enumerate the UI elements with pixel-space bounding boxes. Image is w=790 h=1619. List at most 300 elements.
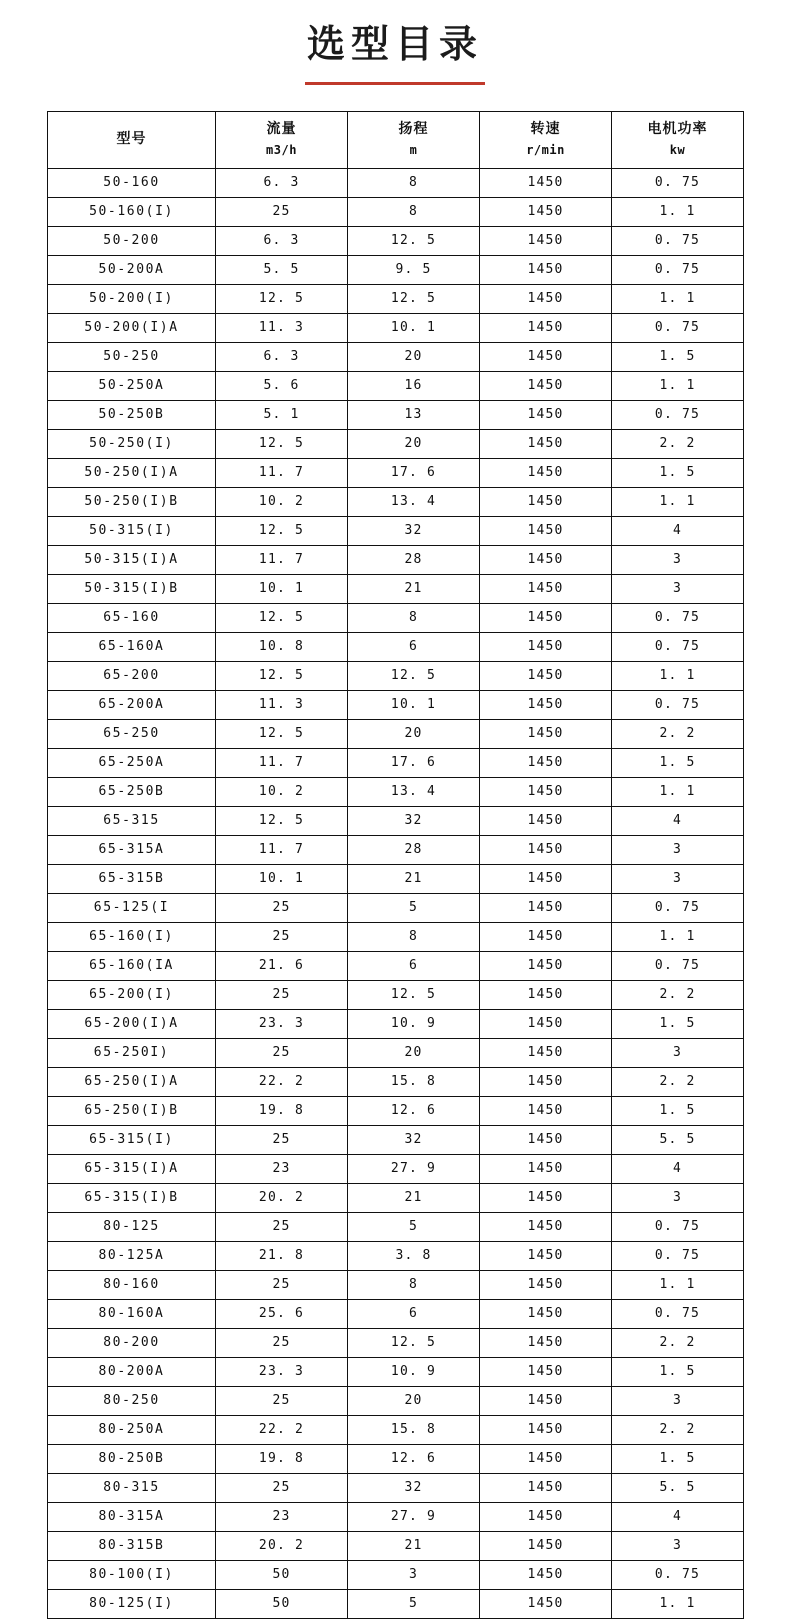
cell-head: 12. 5	[348, 1328, 480, 1357]
table-row	[48, 864, 744, 893]
table-row	[48, 1009, 744, 1038]
specification-table	[47, 111, 744, 1619]
cell-head: 32	[348, 516, 480, 545]
table-row	[48, 1299, 744, 1328]
cell-model: 80-125	[48, 1212, 216, 1241]
cell-power: 0. 75	[612, 168, 744, 197]
cell-head: 8	[348, 168, 480, 197]
cell-head: 20	[348, 719, 480, 748]
cell-flow: 10. 1	[216, 574, 348, 603]
cell-speed: 1450	[480, 574, 612, 603]
cell-speed: 1450	[480, 1241, 612, 1270]
cell-speed: 1450	[480, 226, 612, 255]
cell-head: 12. 5	[348, 284, 480, 313]
cell-head: 20	[348, 1386, 480, 1415]
cell-speed: 1450	[480, 951, 612, 980]
table-row	[48, 1560, 744, 1589]
cell-head: 12. 6	[348, 1444, 480, 1473]
table-row	[48, 1386, 744, 1415]
cell-head: 5	[348, 1212, 480, 1241]
cell-head: 13. 4	[348, 487, 480, 516]
cell-flow: 22. 2	[216, 1415, 348, 1444]
cell-speed: 1450	[480, 371, 612, 400]
cell-power: 4	[612, 1154, 744, 1183]
cell-power: 1. 5	[612, 1096, 744, 1125]
cell-power: 1. 5	[612, 748, 744, 777]
cell-model: 50-250A	[48, 371, 216, 400]
cell-model: 65-160(I)	[48, 922, 216, 951]
cell-model: 80-250	[48, 1386, 216, 1415]
cell-head: 9. 5	[348, 255, 480, 284]
cell-model: 50-315(I)	[48, 516, 216, 545]
cell-model: 65-250B	[48, 777, 216, 806]
cell-model: 65-200(I)	[48, 980, 216, 1009]
table-row	[48, 661, 744, 690]
cell-flow: 21. 8	[216, 1241, 348, 1270]
cell-flow: 25. 6	[216, 1299, 348, 1328]
cell-flow: 50	[216, 1589, 348, 1618]
cell-flow: 23	[216, 1154, 348, 1183]
cell-head: 32	[348, 1473, 480, 1502]
cell-speed: 1450	[480, 400, 612, 429]
cell-model: 80-315A	[48, 1502, 216, 1531]
cell-flow: 5. 5	[216, 255, 348, 284]
table-row	[48, 284, 744, 313]
cell-model: 65-315(I)A	[48, 1154, 216, 1183]
cell-power: 0. 75	[612, 226, 744, 255]
table-row	[48, 342, 744, 371]
cell-head: 12. 5	[348, 980, 480, 1009]
cell-power: 0. 75	[612, 1212, 744, 1241]
table-header-row	[48, 111, 744, 168]
cell-flow: 50	[216, 1560, 348, 1589]
cell-speed: 1450	[480, 980, 612, 1009]
cell-head: 16	[348, 371, 480, 400]
cell-power: 1. 1	[612, 922, 744, 951]
cell-flow: 23	[216, 1502, 348, 1531]
cell-model: 65-315A	[48, 835, 216, 864]
cell-head: 3. 8	[348, 1241, 480, 1270]
cell-model: 80-200	[48, 1328, 216, 1357]
cell-speed: 1450	[480, 1154, 612, 1183]
table-row	[48, 748, 744, 777]
cell-model: 80-250A	[48, 1415, 216, 1444]
cell-speed: 1450	[480, 458, 612, 487]
cell-power: 5. 5	[612, 1125, 744, 1154]
cell-power: 3	[612, 1183, 744, 1212]
cell-power: 0. 75	[612, 951, 744, 980]
cell-speed: 1450	[480, 1067, 612, 1096]
cell-model: 80-125A	[48, 1241, 216, 1270]
cell-flow: 11. 3	[216, 690, 348, 719]
table-row	[48, 719, 744, 748]
cell-model: 50-315(I)A	[48, 545, 216, 574]
table-row	[48, 922, 744, 951]
table-row	[48, 1531, 744, 1560]
cell-head: 5	[348, 893, 480, 922]
page-title: 选型目录	[306, 22, 483, 66]
cell-model: 80-250B	[48, 1444, 216, 1473]
cell-head: 8	[348, 197, 480, 226]
table-row	[48, 458, 744, 487]
column-header-model	[48, 111, 216, 168]
cell-speed: 1450	[480, 1096, 612, 1125]
cell-flow: 25	[216, 980, 348, 1009]
cell-model: 80-200A	[48, 1357, 216, 1386]
cell-flow: 25	[216, 1328, 348, 1357]
cell-flow: 23. 3	[216, 1009, 348, 1038]
table-row	[48, 1183, 744, 1212]
cell-model: 65-250A	[48, 748, 216, 777]
cell-head: 17. 6	[348, 458, 480, 487]
cell-flow: 25	[216, 1386, 348, 1415]
cell-power: 0. 75	[612, 690, 744, 719]
cell-power: 1. 5	[612, 1357, 744, 1386]
cell-head: 10. 1	[348, 690, 480, 719]
cell-power: 0. 75	[612, 893, 744, 922]
cell-model: 65-250I)	[48, 1038, 216, 1067]
cell-speed: 1450	[480, 487, 612, 516]
cell-flow: 20. 2	[216, 1531, 348, 1560]
cell-flow: 19. 8	[216, 1096, 348, 1125]
cell-flow: 12. 5	[216, 284, 348, 313]
column-header-flow-unit: m3/h	[266, 143, 297, 158]
cell-speed: 1450	[480, 661, 612, 690]
table-row	[48, 893, 744, 922]
cell-flow: 25	[216, 1473, 348, 1502]
table-row	[48, 980, 744, 1009]
cell-model: 65-315	[48, 806, 216, 835]
table-row	[48, 951, 744, 980]
cell-flow: 11. 3	[216, 313, 348, 342]
cell-flow: 10. 8	[216, 632, 348, 661]
cell-head: 8	[348, 922, 480, 951]
cell-model: 50-250(I)A	[48, 458, 216, 487]
cell-flow: 20. 2	[216, 1183, 348, 1212]
cell-head: 10. 1	[348, 313, 480, 342]
table-row	[48, 1270, 744, 1299]
table-row	[48, 400, 744, 429]
cell-head: 12. 5	[348, 661, 480, 690]
cell-head: 5	[348, 1589, 480, 1618]
column-header-head-label: 扬程	[398, 121, 429, 138]
cell-head: 3	[348, 1560, 480, 1589]
cell-speed: 1450	[480, 1589, 612, 1618]
cell-power: 4	[612, 806, 744, 835]
cell-power: 3	[612, 1386, 744, 1415]
cell-flow: 25	[216, 893, 348, 922]
cell-flow: 5. 1	[216, 400, 348, 429]
cell-model: 65-160	[48, 603, 216, 632]
cell-speed: 1450	[480, 1357, 612, 1386]
cell-power: 1. 1	[612, 1589, 744, 1618]
table-row	[48, 1241, 744, 1270]
cell-power: 1. 1	[612, 661, 744, 690]
cell-model: 50-200(I)	[48, 284, 216, 313]
cell-head: 27. 9	[348, 1502, 480, 1531]
table-row	[48, 1589, 744, 1618]
cell-power: 0. 75	[612, 603, 744, 632]
cell-head: 21	[348, 1531, 480, 1560]
column-header-head	[348, 111, 480, 168]
cell-speed: 1450	[480, 690, 612, 719]
cell-speed: 1450	[480, 429, 612, 458]
table-row	[48, 690, 744, 719]
cell-flow: 25	[216, 1038, 348, 1067]
table-row	[48, 1096, 744, 1125]
cell-power: 1. 1	[612, 197, 744, 226]
cell-speed: 1450	[480, 1328, 612, 1357]
table-row	[48, 1125, 744, 1154]
cell-model: 50-200	[48, 226, 216, 255]
cell-head: 10. 9	[348, 1357, 480, 1386]
cell-flow: 12. 5	[216, 429, 348, 458]
cell-power: 0. 75	[612, 313, 744, 342]
table-row	[48, 632, 744, 661]
column-header-speed-unit: r/min	[526, 143, 565, 158]
cell-power: 2. 2	[612, 429, 744, 458]
cell-speed: 1450	[480, 777, 612, 806]
cell-head: 15. 8	[348, 1067, 480, 1096]
cell-model: 80-125(I)	[48, 1589, 216, 1618]
cell-speed: 1450	[480, 922, 612, 951]
cell-model: 80-315B	[48, 1531, 216, 1560]
table-row	[48, 1154, 744, 1183]
cell-head: 21	[348, 574, 480, 603]
cell-model: 65-250(I)A	[48, 1067, 216, 1096]
cell-flow: 23. 3	[216, 1357, 348, 1386]
cell-model: 50-250	[48, 342, 216, 371]
cell-speed: 1450	[480, 1038, 612, 1067]
cell-flow: 6. 3	[216, 168, 348, 197]
cell-head: 20	[348, 1038, 480, 1067]
cell-flow: 12. 5	[216, 603, 348, 632]
table-row	[48, 574, 744, 603]
cell-head: 32	[348, 1125, 480, 1154]
table-row	[48, 1212, 744, 1241]
cell-speed: 1450	[480, 1473, 612, 1502]
cell-flow: 11. 7	[216, 835, 348, 864]
table-container	[0, 93, 790, 1619]
cell-power: 0. 75	[612, 255, 744, 284]
cell-head: 17. 6	[348, 748, 480, 777]
cell-model: 65-315(I)	[48, 1125, 216, 1154]
table-row	[48, 1444, 744, 1473]
cell-model: 50-200A	[48, 255, 216, 284]
cell-power: 3	[612, 1038, 744, 1067]
cell-head: 27. 9	[348, 1154, 480, 1183]
cell-flow: 10. 1	[216, 864, 348, 893]
column-header-speed	[480, 111, 612, 168]
cell-head: 32	[348, 806, 480, 835]
cell-model: 50-200(I)A	[48, 313, 216, 342]
cell-speed: 1450	[480, 1531, 612, 1560]
cell-power: 0. 75	[612, 1299, 744, 1328]
table-row	[48, 371, 744, 400]
cell-head: 12. 6	[348, 1096, 480, 1125]
cell-flow: 25	[216, 1125, 348, 1154]
cell-power: 0. 75	[612, 1241, 744, 1270]
cell-power: 1. 5	[612, 1444, 744, 1473]
cell-head: 20	[348, 342, 480, 371]
cell-flow: 25	[216, 197, 348, 226]
cell-flow: 6. 3	[216, 342, 348, 371]
cell-flow: 10. 2	[216, 487, 348, 516]
column-header-flow-label: 流量	[266, 121, 297, 138]
cell-speed: 1450	[480, 1125, 612, 1154]
cell-head: 21	[348, 1183, 480, 1212]
cell-flow: 12. 5	[216, 719, 348, 748]
cell-flow: 22. 2	[216, 1067, 348, 1096]
cell-speed: 1450	[480, 342, 612, 371]
cell-flow: 12. 5	[216, 516, 348, 545]
cell-power: 1. 1	[612, 1270, 744, 1299]
cell-flow: 12. 5	[216, 806, 348, 835]
cell-speed: 1450	[480, 313, 612, 342]
cell-flow: 11. 7	[216, 748, 348, 777]
cell-power: 1. 1	[612, 777, 744, 806]
cell-flow: 21. 6	[216, 951, 348, 980]
title-underline	[305, 82, 485, 85]
cell-model: 65-250	[48, 719, 216, 748]
cell-speed: 1450	[480, 197, 612, 226]
cell-flow: 25	[216, 922, 348, 951]
cell-flow: 11. 7	[216, 458, 348, 487]
table-row	[48, 545, 744, 574]
cell-power: 3	[612, 545, 744, 574]
cell-flow: 6. 3	[216, 226, 348, 255]
column-header-flow	[216, 111, 348, 168]
cell-model: 65-200	[48, 661, 216, 690]
table-row	[48, 1473, 744, 1502]
cell-speed: 1450	[480, 545, 612, 574]
cell-speed: 1450	[480, 1444, 612, 1473]
cell-power: 1. 1	[612, 487, 744, 516]
cell-model: 65-315(I)B	[48, 1183, 216, 1212]
cell-power: 0. 75	[612, 400, 744, 429]
cell-speed: 1450	[480, 603, 612, 632]
cell-model: 80-160A	[48, 1299, 216, 1328]
table-row	[48, 429, 744, 458]
table-row	[48, 603, 744, 632]
table-row	[48, 1415, 744, 1444]
table-row	[48, 516, 744, 545]
table-row	[48, 197, 744, 226]
cell-model: 65-200(I)A	[48, 1009, 216, 1038]
cell-speed: 1450	[480, 632, 612, 661]
cell-model: 50-250(I)	[48, 429, 216, 458]
table-row	[48, 835, 744, 864]
cell-power: 4	[612, 516, 744, 545]
cell-head: 13. 4	[348, 777, 480, 806]
cell-head: 6	[348, 632, 480, 661]
cell-model: 50-160	[48, 168, 216, 197]
cell-speed: 1450	[480, 806, 612, 835]
page-header	[0, 0, 790, 93]
cell-power: 3	[612, 574, 744, 603]
cell-head: 21	[348, 864, 480, 893]
cell-power: 1. 5	[612, 1009, 744, 1038]
cell-power: 3	[612, 1531, 744, 1560]
table-body	[48, 168, 744, 1618]
cell-power: 2. 2	[612, 719, 744, 748]
cell-head: 6	[348, 1299, 480, 1328]
cell-speed: 1450	[480, 1560, 612, 1589]
column-header-model-label: 型号	[116, 130, 147, 147]
table-row	[48, 1357, 744, 1386]
cell-flow: 12. 5	[216, 661, 348, 690]
cell-model: 65-125(I	[48, 893, 216, 922]
cell-speed: 1450	[480, 1299, 612, 1328]
cell-power: 3	[612, 835, 744, 864]
cell-flow: 25	[216, 1270, 348, 1299]
cell-speed: 1450	[480, 1183, 612, 1212]
cell-model: 65-250(I)B	[48, 1096, 216, 1125]
table-row	[48, 168, 744, 197]
table-row	[48, 487, 744, 516]
cell-model: 50-250B	[48, 400, 216, 429]
table-row	[48, 313, 744, 342]
cell-model: 65-315B	[48, 864, 216, 893]
cell-speed: 1450	[480, 893, 612, 922]
cell-speed: 1450	[480, 284, 612, 313]
cell-head: 28	[348, 545, 480, 574]
cell-model: 50-250(I)B	[48, 487, 216, 516]
cell-power: 4	[612, 1502, 744, 1531]
cell-model: 80-160	[48, 1270, 216, 1299]
cell-power: 1. 1	[612, 284, 744, 313]
cell-speed: 1450	[480, 864, 612, 893]
cell-head: 8	[348, 603, 480, 632]
cell-flow: 5. 6	[216, 371, 348, 400]
cell-flow: 11. 7	[216, 545, 348, 574]
cell-head: 28	[348, 835, 480, 864]
cell-speed: 1450	[480, 516, 612, 545]
table-row	[48, 777, 744, 806]
cell-speed: 1450	[480, 835, 612, 864]
cell-power: 2. 2	[612, 980, 744, 1009]
table-row	[48, 1328, 744, 1357]
table-row	[48, 1067, 744, 1096]
table-row	[48, 1038, 744, 1067]
table-row	[48, 255, 744, 284]
cell-head: 15. 8	[348, 1415, 480, 1444]
cell-speed: 1450	[480, 1009, 612, 1038]
cell-head: 10. 9	[348, 1009, 480, 1038]
cell-power: 2. 2	[612, 1415, 744, 1444]
cell-flow: 25	[216, 1212, 348, 1241]
cell-head: 20	[348, 429, 480, 458]
cell-speed: 1450	[480, 168, 612, 197]
column-header-power-label: 电机功率	[647, 121, 708, 138]
cell-model: 65-160A	[48, 632, 216, 661]
cell-power: 5. 5	[612, 1473, 744, 1502]
column-header-head-unit: m	[409, 143, 418, 158]
cell-power: 1. 1	[612, 371, 744, 400]
cell-head: 6	[348, 951, 480, 980]
cell-power: 3	[612, 864, 744, 893]
table-row	[48, 1502, 744, 1531]
table-row	[48, 226, 744, 255]
cell-flow: 19. 8	[216, 1444, 348, 1473]
cell-speed: 1450	[480, 719, 612, 748]
cell-head: 8	[348, 1270, 480, 1299]
cell-head: 12. 5	[348, 226, 480, 255]
cell-power: 1. 5	[612, 342, 744, 371]
cell-speed: 1450	[480, 1386, 612, 1415]
table-row	[48, 806, 744, 835]
cell-model: 50-160(I)	[48, 197, 216, 226]
